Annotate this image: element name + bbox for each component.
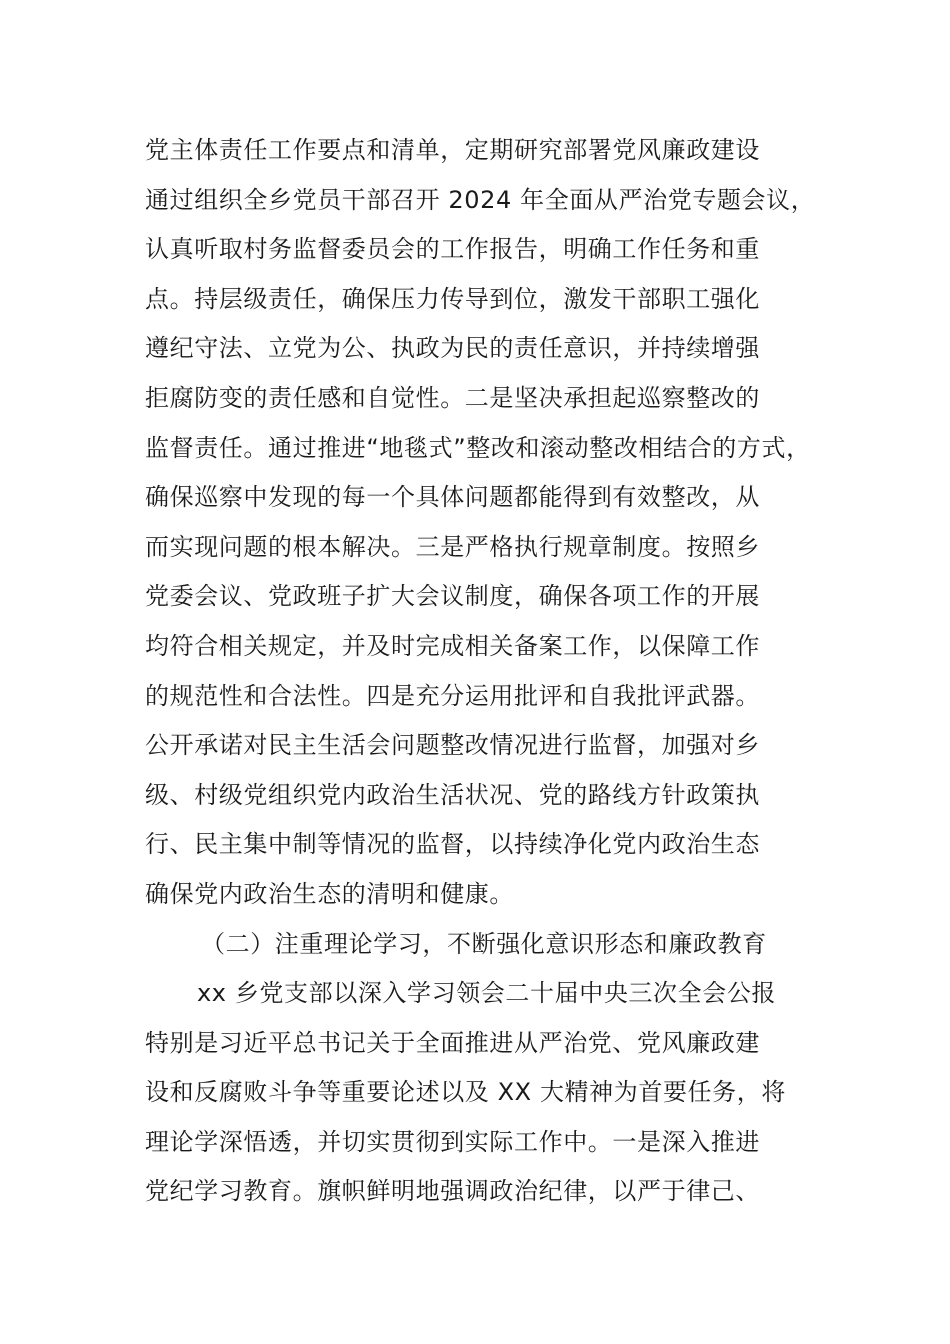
- section-paragraph-line: 理论学深悟透，并切实贯彻到实际工作中。一是深入推进: [145, 1127, 760, 1156]
- paragraph-line: 确保巡察中发现的每一个具体问题都能得到有效整改，从: [145, 483, 760, 512]
- paragraph-line: 的规范性和合法性。四是充分运用批评和自我批评武器。: [145, 681, 760, 710]
- paragraph-line: 级、村级党组织党内政治生活状况、党的路线方针政策执: [145, 780, 760, 809]
- section-paragraph-line: 设和反腐败斗争等重要论述以及 XX 大精神为首要任务，将: [145, 1078, 786, 1107]
- body-text: [145, 126, 845, 1217]
- paragraph-line: 点。持层级责任，确保压力传导到位，激发干部职工强化: [145, 284, 760, 313]
- paragraph-line: 党委会议、党政班子扩大会议制度，确保各项工作的开展: [145, 582, 760, 611]
- section-paragraph-line: 党纪学习教育。旗帜鲜明地强调政治纪律，以严于律己、: [145, 1177, 760, 1206]
- paragraph-line: 遵纪守法、立党为公、执政为民的责任意识，并持续增强: [145, 334, 760, 363]
- paragraph-line: 行、民主集中制等情况的监督，以持续净化党内政治生态: [145, 830, 760, 859]
- section-paragraph-line: xx 乡党支部以深入学习领会二十届中央三次全会公报: [197, 979, 777, 1008]
- paragraph-line: 拒腐防变的责任感和自觉性。二是坚决承担起巡察整改的: [145, 383, 760, 412]
- paragraph-line: 党主体责任工作要点和清单，定期研究部署党风廉政建设: [145, 136, 760, 164]
- section-paragraph-line: 特别是习近平总书记关于全面推进从严治党、党风廉政建: [145, 1028, 760, 1057]
- paragraph-line: 通过组织全乡党员干部召开 2024 年全面从严治党专题会议，: [145, 185, 816, 214]
- paragraph-line: 监督责任。通过推进“地毯式”整改和滚动整改相结合的方式，: [145, 433, 811, 462]
- paragraph-line: 公开承诺对民主生活会问题整改情况进行监督，加强对乡: [145, 731, 760, 760]
- paragraph-line: 均符合相关规定，并及时完成相关备案工作，以保障工作: [145, 631, 760, 660]
- paragraph-line: 认真听取村务监督委员会的工作报告，明确工作任务和重: [145, 235, 760, 264]
- paragraph-line: 而实现问题的根本解决。三是严格执行规章制度。按照乡: [145, 532, 760, 561]
- paragraph-line: 确保党内政治生态的清明和健康。: [145, 879, 514, 908]
- section-heading: （二）注重理论学习，不断强化意识形态和廉政教育: [201, 929, 767, 958]
